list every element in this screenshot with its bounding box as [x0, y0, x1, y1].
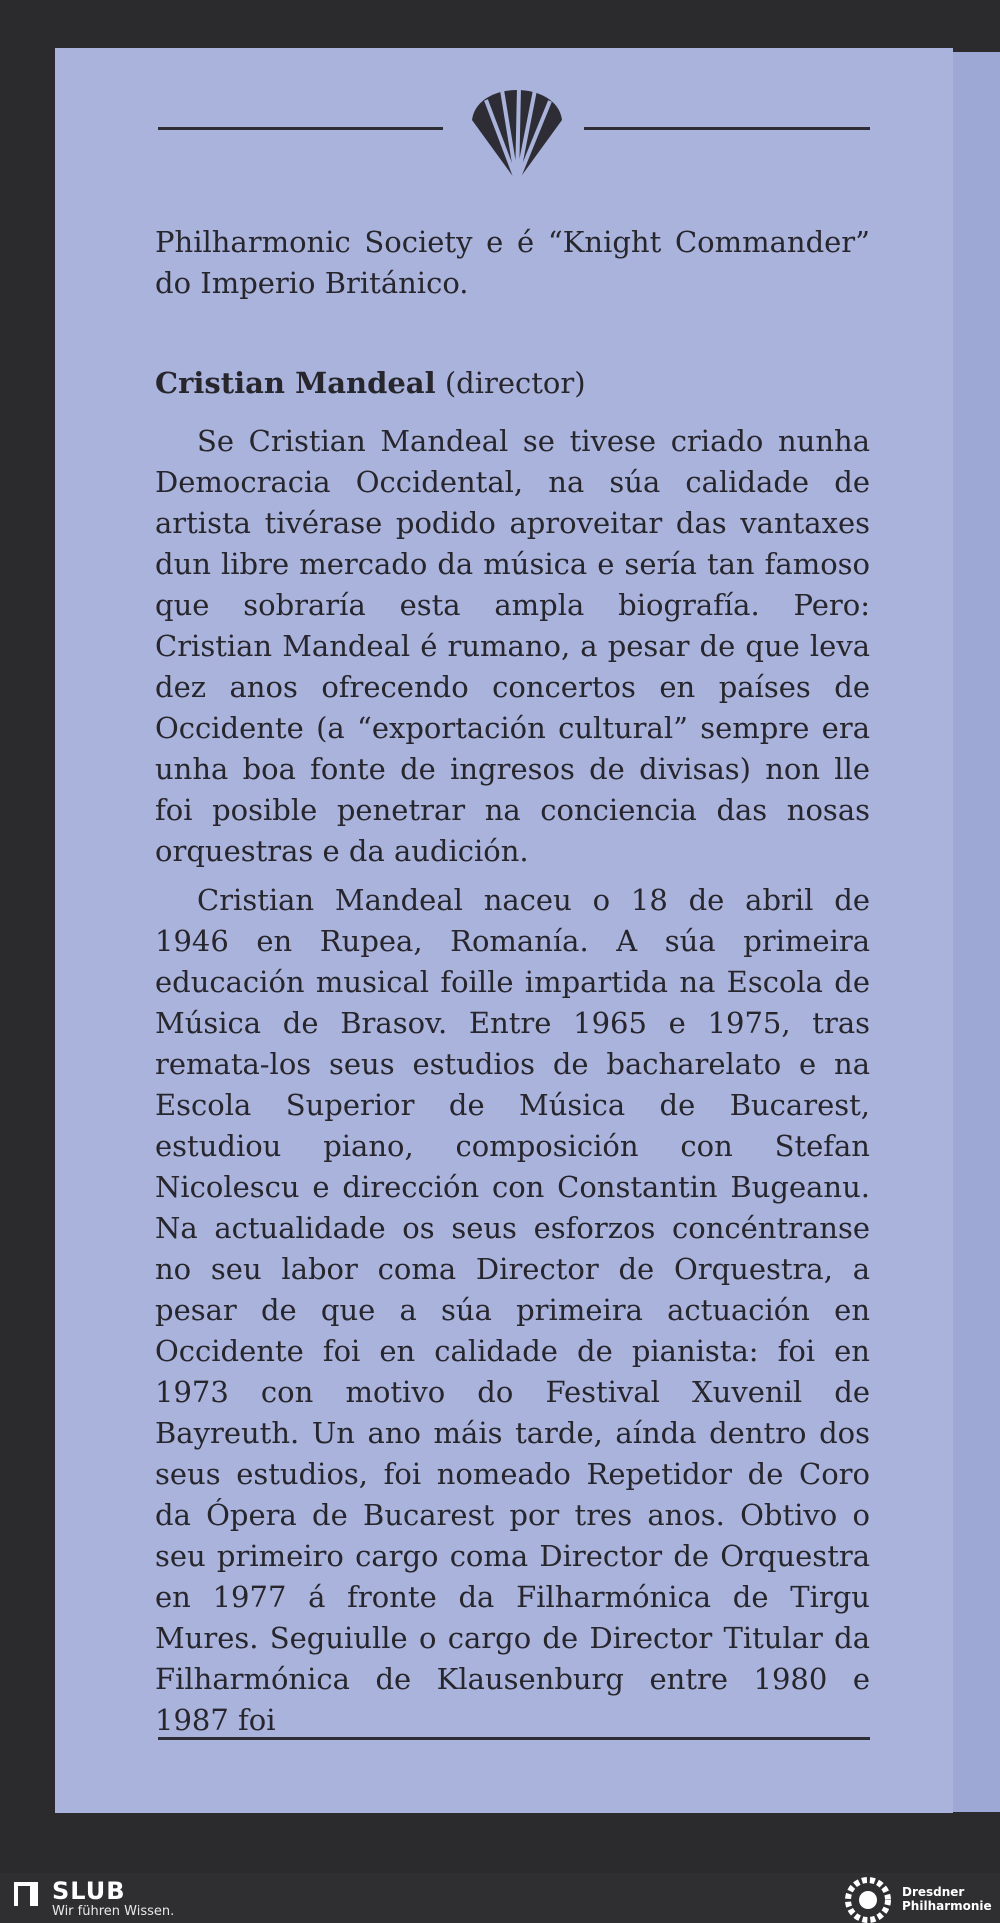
orchestra-name-line2: Philharmonie [902, 1899, 992, 1913]
biography-role: (director) [444, 366, 586, 400]
biography-paragraph-1: Se Cristian Mandeal se tivese criado nunha Democracia Occidental, na súa calidade de artista tivérase podido aproveitar das vantaxes dun libre mercado da música e sería tan famoso que sobraría esta ampla biografía. Pero: Cristian Mandeal é rumano, a pesar de que leva dez anos ofrecendo concertos en países de Occidente (a “exportación cultural” sempre era unha boa fonte de ingresos de divisas) non lle foi posible penetrar na conciencia das nosas orquestras e da audición. [155, 424, 870, 868]
library-name: SLUB [52, 1877, 126, 1905]
top-rule-right [584, 127, 870, 130]
shell-ornament-icon [462, 70, 572, 188]
top-rule-left [158, 127, 443, 130]
orchestra-name [902, 1885, 992, 1913]
orchestra-name-line1: Dresdner [902, 1885, 965, 1899]
continuation-paragraph: Philharmonic Society e é “Knight Commander” do Imperio Británico. [155, 225, 870, 300]
biography-paragraph-2: Cristian Mandeal naceu o 18 de abril de 1946 en Rupea, Romanía. A súa primeira educación musical foille impartida na Escola de Música de Brasov. Entre 1965 e 1975, tras remata-los seus estudios de bacharelato e na Escola Superior de Música de Bucarest, estudiou piano, composición con Stefan Nicolescu e dirección con Constantin Bugeanu. Na actualidade os seus esforzos concéntranse no seu labor coma Director de Orquestra, a pesar de que a súa primeira actuación en Occidente foi en calidade de pianista: foi en 1973 con motivo do Festival Xuvenil de Bayreuth. Un ano máis tarde, aínda dentro dos seus estudios, foi nomeado Repetidor de Coro da Ópera de Bucarest por tres anos. Obtivo o seu primeiro cargo coma Director de Orquestra en 1977 á fronte da Filharmónica de Tirgu Mures. Seguiulle o cargo de Director Titular da Filharmónica de Klausenburg entre 1980 e 1987 foi [155, 883, 870, 1737]
biography-name: Cristian Mandeal [155, 366, 436, 400]
next-page-edge [950, 52, 1000, 1812]
biography-heading [155, 363, 870, 404]
footer-bar [0, 1873, 1000, 1923]
slub-logo-icon [14, 1882, 38, 1906]
library-tagline: Wir führen Wissen. [52, 1904, 175, 1919]
bottom-rule [158, 1737, 870, 1740]
orchestra-logo-icon [842, 1877, 894, 1923]
